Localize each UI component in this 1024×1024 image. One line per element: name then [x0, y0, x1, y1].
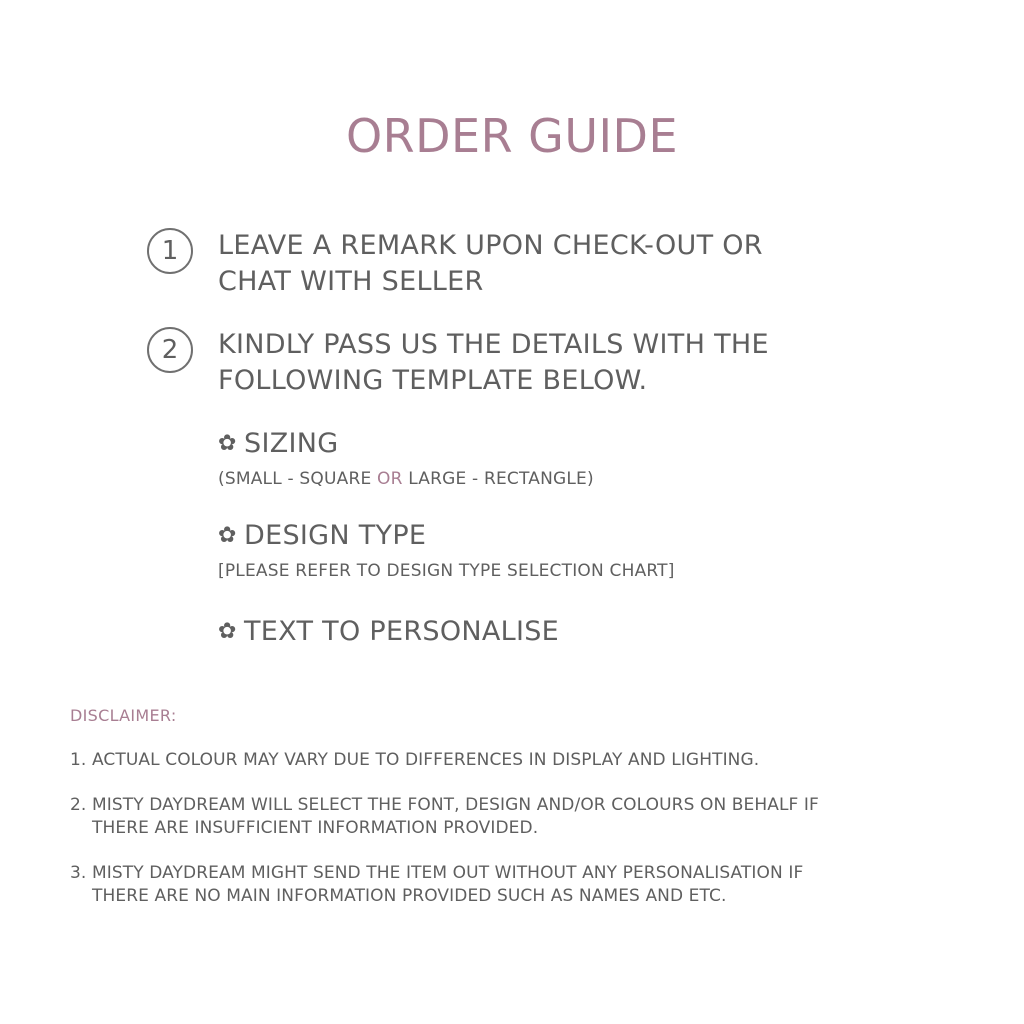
disclaimer-text: THERE ARE INSUFFICIENT INFORMATION PROVIDED.: [92, 818, 539, 838]
field-design-type: [218, 520, 675, 582]
hint-text: LARGE - RECTANGLE): [402, 469, 594, 489]
page-title: ORDER GUIDE: [345, 109, 679, 163]
step-text: [218, 228, 763, 300]
field-text-to-personalise: [218, 616, 559, 648]
step-text: [218, 327, 769, 399]
field-heading: [218, 428, 594, 460]
disclaimer-text: MISTY DAYDREAM MIGHT SEND THE ITEM OUT WITHOUT ANY PERSONALISATION IF: [92, 863, 804, 883]
field-label: SIZING: [244, 428, 339, 459]
field-label: DESIGN TYPE: [244, 520, 427, 551]
disclaimer-number: 3.: [70, 863, 87, 883]
hint-text: (SMALL - SQUARE: [218, 469, 378, 489]
field-sizing: [218, 428, 594, 490]
step-text-line: KINDLY PASS US THE DETAILS WITH THE: [218, 329, 769, 360]
disclaimer-number: 1.: [70, 750, 87, 770]
step-text-line: LEAVE A REMARK UPON CHECK-OUT OR: [218, 230, 763, 261]
disclaimer-item: [70, 749, 950, 772]
hint-or: OR: [377, 469, 403, 489]
step-number-circle: 1: [147, 228, 193, 274]
disclaimer-number: 2.: [70, 795, 87, 815]
field-hint: [PLEASE REFER TO DESIGN TYPE SELECTION CHART]: [218, 561, 675, 581]
step-text-line: CHAT WITH SELLER: [218, 266, 484, 297]
disclaimer-heading: DISCLAIMER:: [70, 706, 177, 725]
flower-icon: ✿: [218, 431, 237, 456]
disclaimer-text: THERE ARE NO MAIN INFORMATION PROVIDED SUCH AS NAMES AND ETC.: [92, 886, 727, 906]
field-hint: [218, 468, 594, 490]
disclaimer-item: [70, 862, 950, 908]
step-number-circle: 2: [147, 327, 193, 373]
field-label: TEXT TO PERSONALISE: [244, 616, 560, 647]
field-heading: [218, 616, 559, 648]
field-heading: [218, 520, 675, 552]
step-text-line: FOLLOWING TEMPLATE BELOW.: [218, 365, 648, 396]
flower-icon: ✿: [218, 619, 237, 644]
disclaimer-text: ACTUAL COLOUR MAY VARY DUE TO DIFFERENCES IN DISPLAY AND LIGHTING.: [92, 750, 760, 770]
disclaimer-item: [70, 794, 950, 840]
flower-icon: ✿: [218, 523, 237, 548]
disclaimer-text: MISTY DAYDREAM WILL SELECT THE FONT, DESIGN AND/OR COLOURS ON BEHALF IF: [92, 795, 819, 815]
